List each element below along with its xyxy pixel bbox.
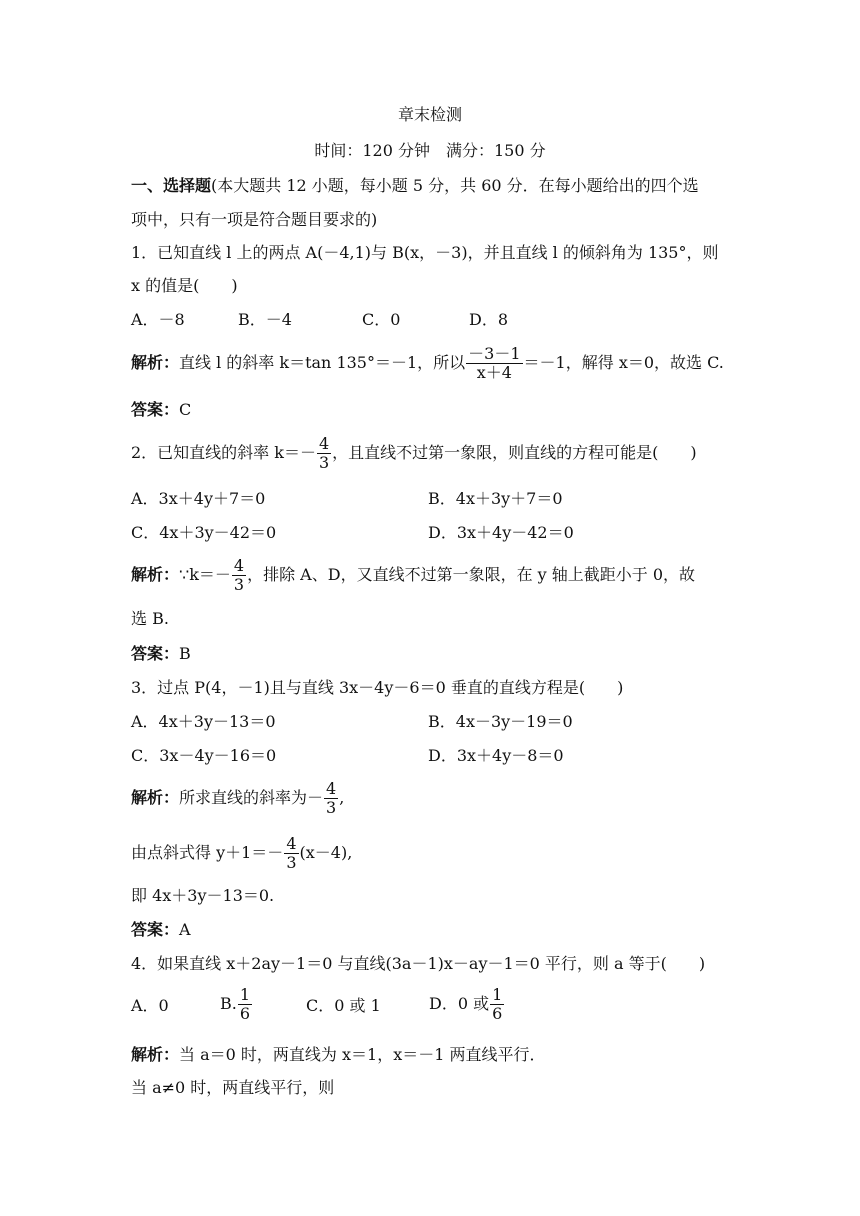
q3-fraction bbox=[324, 780, 338, 817]
answer-label: 答案： bbox=[131, 920, 180, 939]
q3-line2-text: 由点斜式得 y＋1＝－ bbox=[131, 843, 284, 862]
q3-answer bbox=[131, 920, 191, 940]
q2-analysis-text: ∵k＝－ bbox=[179, 565, 231, 584]
q1-analysis-text: 直线 l 的斜率 k＝tan 135°＝－1，所以 bbox=[179, 353, 466, 372]
page-title: 章末检测 bbox=[397, 105, 462, 124]
q4-option-d-den: 6 bbox=[492, 1004, 503, 1023]
analysis-label: 解析： bbox=[131, 1045, 180, 1064]
q3-option-d: D．3x＋4y－8＝0 bbox=[428, 746, 564, 765]
q3-fraction-num: 4 bbox=[326, 779, 337, 798]
q4-option-d-fraction bbox=[490, 986, 504, 1023]
q1-option-c: C．0 bbox=[362, 310, 401, 329]
q2-answer bbox=[131, 644, 191, 664]
q3-option-b: B．4x－3y－19＝0 bbox=[428, 712, 573, 731]
q4-stem: 4．如果直线 x＋2ay－1＝0 与直线(3a－1)x－ay－1＝0 平行，则 a 等于( ) bbox=[131, 954, 706, 973]
q2-fraction bbox=[317, 435, 331, 472]
q4-analysis-text: 当 a＝0 时，两直线为 x＝1，x＝－1 两直线平行． bbox=[179, 1045, 546, 1064]
q3-stem: 3．过点 P(4，－1)且与直线 3x－4y－6＝0 垂直的直线方程是( ) bbox=[131, 678, 624, 697]
q3-option-c: C．3x－4y－16＝0 bbox=[131, 746, 277, 765]
q2-stem-text: 2．已知直线的斜率 k＝－ bbox=[131, 443, 316, 462]
exam-meta: 时间：120 分钟 满分：150 分 bbox=[314, 141, 546, 160]
q2-analysis-text-end: ，排除 A、D，又直线不过第一象限，在 y 轴上截距小于 0，故 bbox=[247, 565, 696, 584]
q1-analysis-text-end: ＝－1，解得 x＝0，故选 C. bbox=[523, 353, 724, 372]
q2-fraction-den: 3 bbox=[318, 453, 330, 472]
q4-option-d-label: D．0 或 bbox=[429, 994, 490, 1013]
q3-line2-text-end: (x－4), bbox=[299, 843, 353, 862]
q2-option-a: A．3x＋4y＋7＝0 bbox=[131, 489, 266, 508]
answer-label: 答案： bbox=[131, 400, 180, 419]
q3-analysis-text-end: , bbox=[339, 788, 345, 807]
q2-analysis-fraction-num: 4 bbox=[233, 556, 245, 575]
q2-fraction-num: 4 bbox=[318, 434, 330, 453]
section-description: (本大题共 12 小题，每小题 5 分，共 60 分．在每小题给出的四个选 bbox=[211, 176, 699, 195]
section-description-cont: 项中，只有一项是符合题目要求的) bbox=[131, 210, 378, 229]
q3-line2-fraction-den: 3 bbox=[286, 853, 297, 872]
q2-analysis-cont: 选 B. bbox=[131, 609, 169, 628]
q1-option-b: B．－4 bbox=[238, 310, 292, 329]
q3-analysis-line3: 即 4x＋3y－13＝0. bbox=[131, 886, 275, 905]
q1-fraction-num: －3－1 bbox=[468, 344, 521, 363]
q4-option-d bbox=[429, 986, 505, 1023]
q2-option-c: C．4x＋3y－42＝0 bbox=[131, 523, 277, 542]
q2-option-b: B．4x＋3y＋7＝0 bbox=[428, 489, 563, 508]
q3-analysis bbox=[131, 780, 344, 817]
q1-stem: 1．已知直线 l 上的两点 A(－4,1)与 B(x，－3)，并且直线 l 的倾斜角为 135°，则 bbox=[131, 243, 719, 262]
q1-answer-value: C bbox=[179, 400, 192, 419]
q2-answer-value: B bbox=[179, 644, 191, 663]
q1-fraction bbox=[466, 345, 522, 382]
answer-label: 答案： bbox=[131, 644, 180, 663]
q1-option-a: A．－8 bbox=[131, 310, 185, 329]
q2-analysis bbox=[131, 557, 695, 594]
q4-analysis-line2: 当 a≠0 时，两直线平行，则 bbox=[131, 1078, 335, 1097]
q4-option-b bbox=[220, 986, 253, 1023]
q1-option-d: D．8 bbox=[469, 310, 509, 329]
q1-analysis bbox=[131, 345, 724, 382]
q4-option-a: A．0 bbox=[131, 996, 169, 1015]
q1-answer bbox=[131, 400, 191, 420]
q1-stem-cont: x 的值是( ) bbox=[131, 276, 238, 295]
q2-option-d: D．3x＋4y－42＝0 bbox=[428, 523, 574, 542]
q2-analysis-fraction bbox=[232, 557, 246, 594]
q4-option-b-num: 1 bbox=[239, 985, 251, 1004]
analysis-label: 解析： bbox=[131, 353, 180, 372]
q2-stem bbox=[131, 435, 697, 472]
section-heading-line bbox=[131, 176, 699, 196]
q4-option-b-den: 6 bbox=[239, 1004, 251, 1023]
analysis-label: 解析： bbox=[131, 788, 180, 807]
q3-fraction-den: 3 bbox=[326, 798, 337, 817]
q4-option-b-fraction bbox=[238, 986, 252, 1023]
q4-option-d-num: 1 bbox=[492, 985, 503, 1004]
q3-analysis-line2 bbox=[131, 835, 352, 872]
q3-answer-value: A bbox=[179, 920, 191, 939]
q2-stem-text-end: ，且直线不过第一象限，则直线的方程可能是( ) bbox=[332, 443, 697, 462]
section-heading: 一、选择题 bbox=[131, 176, 212, 195]
q2-analysis-fraction-den: 3 bbox=[233, 575, 245, 594]
q4-analysis bbox=[131, 1045, 546, 1065]
q3-line2-fraction-num: 4 bbox=[286, 834, 297, 853]
q3-analysis-text: 所求直线的斜率为－ bbox=[179, 788, 324, 807]
q4-option-b-label: B. bbox=[220, 994, 237, 1013]
q3-option-a: A．4x＋3y－13＝0 bbox=[131, 712, 276, 731]
q3-line2-fraction bbox=[284, 835, 298, 872]
q1-fraction-den: x＋4 bbox=[476, 363, 512, 382]
analysis-label: 解析： bbox=[131, 565, 180, 584]
q4-option-c: C．0 或 1 bbox=[306, 996, 381, 1015]
